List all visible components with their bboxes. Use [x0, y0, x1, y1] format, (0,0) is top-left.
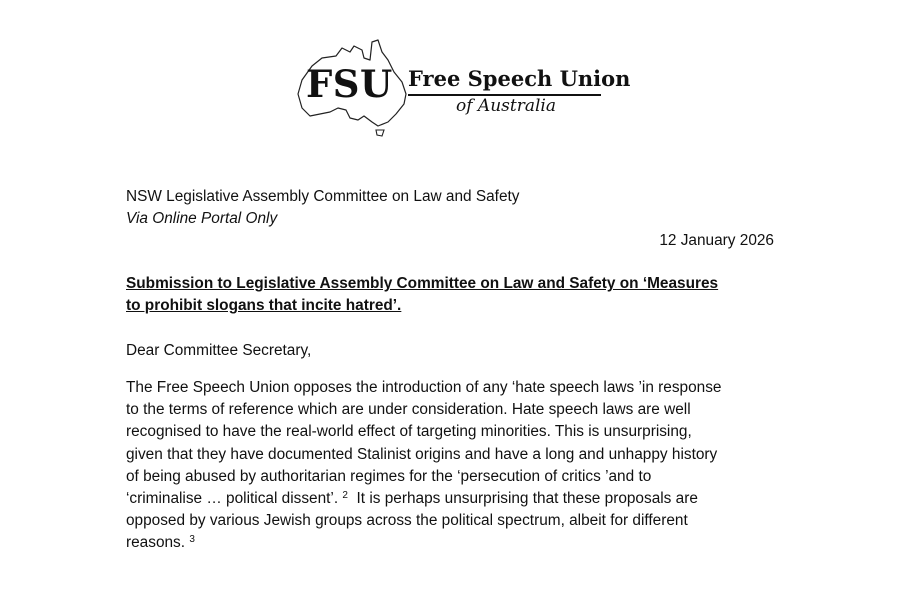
line-text: It is perhaps unsurprising that these proposals are	[356, 490, 698, 508]
paragraph-line: of being abused by authoritarian regimes for the ‘persecution of critics ’and to	[126, 467, 652, 485]
fsu-logo	[292, 38, 631, 138]
paragraph-line: opposed by various Jewish groups across the political spectrum, albeit for different	[126, 512, 688, 530]
subject-heading	[126, 273, 776, 317]
paragraph-line	[126, 488, 781, 510]
paragraph-line: to the terms of reference which are under consideration. Hate speech laws are well	[126, 401, 691, 419]
organisation-subtitle: of Australia	[456, 96, 556, 116]
paragraph-line	[126, 532, 781, 554]
footnote-ref-2[interactable]: 2	[342, 490, 348, 502]
subject-line: to prohibit slogans that incite hatred’.	[126, 297, 402, 314]
delivery-note: Via Online Portal Only	[126, 210, 278, 227]
line-text: reasons.	[126, 534, 186, 552]
footnote-ref-3[interactable]: 3	[189, 534, 195, 546]
paragraph-line: The Free Speech Union opposes the introduction of any ‘hate speech laws ’in response	[126, 379, 722, 396]
line-text: ‘criminalise … political dissent’.	[126, 490, 339, 508]
fsu-logo-mark: FSU	[306, 62, 393, 106]
paragraph-line: given that they have documented Stalinist origins and have a long and unhappy history	[126, 445, 718, 463]
organisation-name: Free Speech Union	[408, 66, 631, 91]
letter-date: 12 January 2026	[659, 232, 774, 249]
body-paragraph	[126, 377, 781, 555]
subject-line: Submission to Legislative Assembly Committee on Law and Safety on ‘Measures	[126, 275, 719, 292]
recipient-line: NSW Legislative Assembly Committee on Law and Safety	[126, 188, 520, 205]
paragraph-line: recognised to have the real-world effect of targeting minorities. This is unsurprising,	[126, 423, 692, 441]
salutation: Dear Committee Secretary,	[126, 342, 312, 359]
